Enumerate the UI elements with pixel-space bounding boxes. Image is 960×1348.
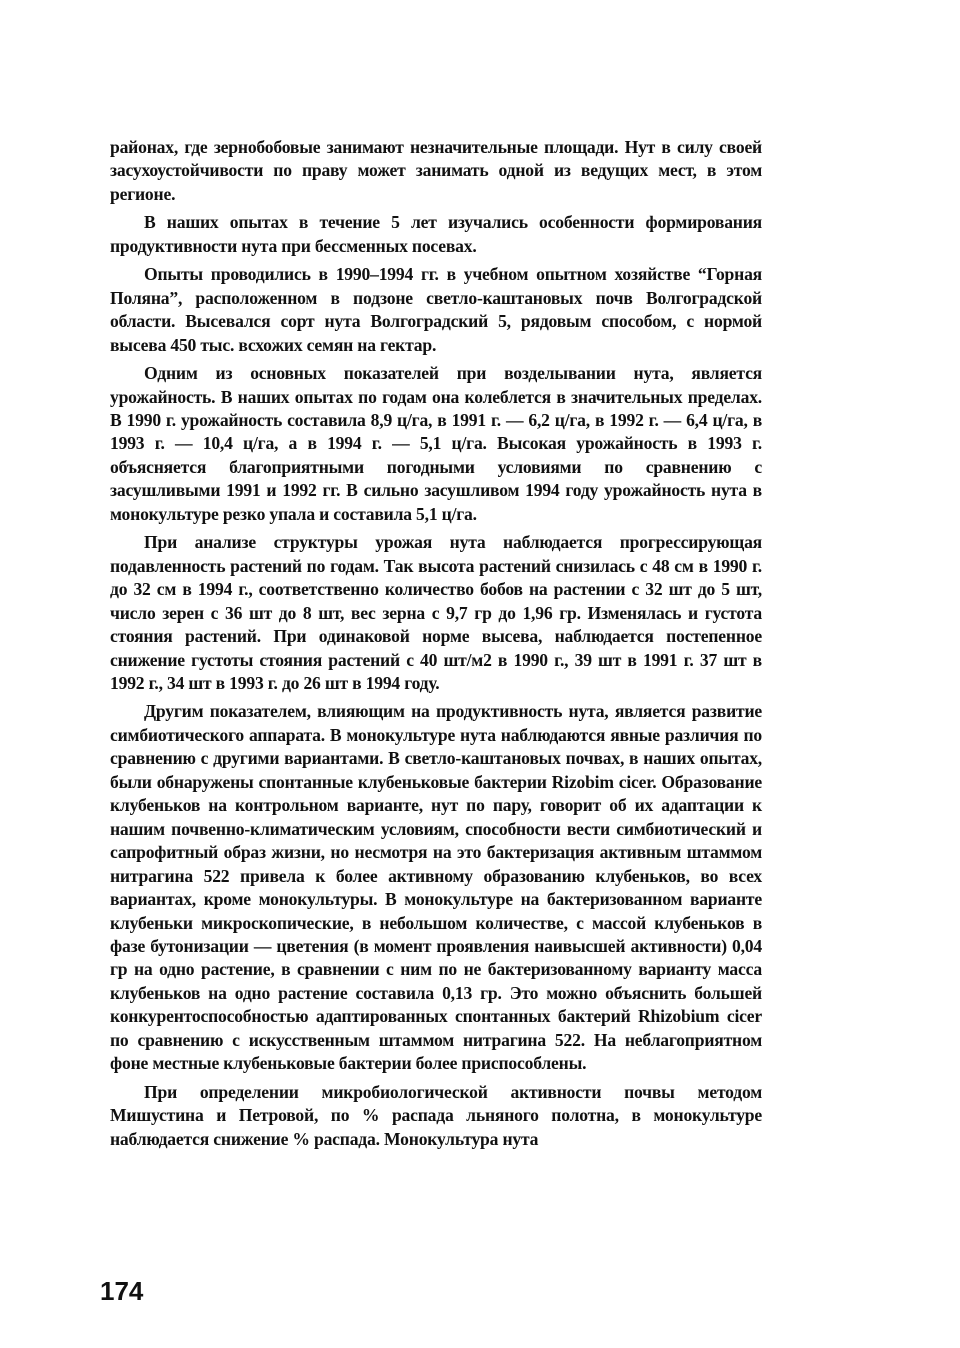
paragraph-soil-activity: При определении микробиологической активности почвы методом Мишустина и Петровой, по % распада льняного полотна, в монокультуре наблюдается снижение % распада. Монокультура нута <box>110 1081 762 1149</box>
page-number: 174 <box>100 1276 144 1306</box>
paragraph-symbiosis: Другим показателем, влияющим на продуктивность нута, является развитие симбиотического аппарата. В монокультуре нута наблюдаются явные различия по сравнению с другими вариантами. В светло-каштановых почвах, в наших опытах, были обнаружены спонтанные клубеньковые бактерии Rizobim cicer. Образование клубеньков на контрольном варианте, нут по пару, говорит об их адаптации к нашим почвенно-климатическим условиям, способности вести симбиотический и сапрофитный образ жизни, но несмотря на это бактеризация активным штаммом нитрагина 522 привела к более активному образованию клубеньков, во всех вариантах, кроме монокультуры. В монокультуре на бактеризованном варианте клубеньки микроскопические, в небольшом количестве, с массой клубеньков в фазе бутонизации — цветения (в момент проявления наивысшей активности) 0,04 гр на одно растение, в сравнении с ним по не бактеризованному варианту масса клубеньков на одно растение составила 0,13 гр. Это можно объяснить большей конкурентоспособностью адаптированных спонтанных бактерий Rhizobium cicer по сравнению с искусственным штаммом нитрагина 522. На неблагоприятном фоне местные клубеньковые бактерии более приспособлены. <box>110 701 762 1074</box>
paragraph-methods: Опыты проводились в 1990–1994 гг. в учебном опытном хозяйстве “Горная Поляна”, расположенном в подзоне светло-каштановых почв Волгоградской области. Высевался сорт нута Волгоградский 5, рядовым способом, с нормой высева 450 тыс. всхожих семян на гектар. <box>110 264 762 355</box>
paragraph-continuation: районах, где зернобобовые занимают незначительные площади. Нут в силу своей засухоустойчивости по праву может занимать одной из ведущих мест, в этом регионе. <box>110 137 762 204</box>
body-text <box>110 136 762 1156</box>
paragraph-study-goal: В наших опытах в течение 5 лет изучались особенности формирования продуктивности нута при бессменных посевах. <box>110 212 762 256</box>
paragraph-yield: Одним из основных показателей при возделывании нута, является урожайность. В наших опытах по годам она колеблется в значительных пределах. В 1990 г. урожайность составила 8,9 ц/га, в 1991 г. — 6,2 ц/га, в 1992 г. — 6,4 ц/га, в 1993 г. — 10,4 ц/га, а в 1994 г. — 5,1 ц/га. Высокая урожайность в 1993 г. объясняется благоприятными погодными условиями по сравнению с засушливыми 1991 и 1992 гг. В сильно засушливом 1994 году урожайность нута в монокультуре резко упала и составила 5,1 ц/га. <box>110 363 762 524</box>
paragraph-yield-structure: При анализе структуры урожая нута наблюдается прогрессирующая подавленность растений по годам. Так высота растений снизилась с 48 см в 1990 г. до 32 см в 1994 г., соответственно количество бобов на растении с 32 шт до 5 шт, число зерен с 36 шт до 8 шт, вес зерна с 9,7 гр до 1,96 гр. Изменялась и густота стояния растений. При одинаковой норме высева, наблюдается постепенное снижение густоты стояния растений с 40 шт/м2 в 1990 г., 39 шт в 1991 г. 37 шт в 1992 г., 34 шт в 1993 г. до 26 шт в 1994 году. <box>110 532 762 693</box>
